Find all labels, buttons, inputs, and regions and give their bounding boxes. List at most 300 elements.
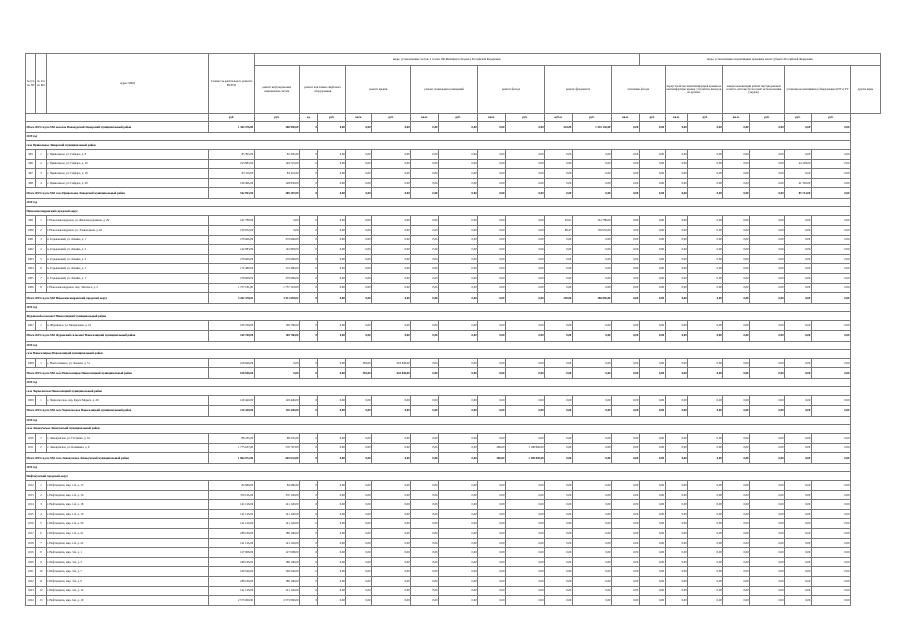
row-value: 0,00 <box>750 283 785 293</box>
row-value: 0,00 <box>750 586 785 596</box>
row-address: п. Горьковский, ул. Ленина, д. 1 <box>46 235 209 245</box>
row-value: 0,00 <box>372 557 411 567</box>
row-value: 0,00 <box>478 216 506 226</box>
row-value: 0,00 <box>318 577 346 587</box>
table-row <box>26 586 881 596</box>
row-value: 0,00 <box>411 273 439 283</box>
row-value: 0,00 <box>665 529 688 539</box>
total-value: 0,00 <box>505 188 544 199</box>
unit-label: кв.м. <box>346 114 372 122</box>
row-value: 279 666,00 <box>209 273 254 283</box>
row-value: 0,00 <box>572 443 611 453</box>
row-value: 0,00 <box>318 159 346 169</box>
row-ko-number: 4 <box>36 178 46 188</box>
row-value: 0,00 <box>411 481 439 491</box>
row-value: 0,00 <box>811 264 850 274</box>
total-value: 0,00 <box>478 330 506 341</box>
row-value: 0,00 <box>665 500 688 510</box>
row-value: 161 788,00 <box>572 216 611 226</box>
row-value: 0,00 <box>723 538 750 548</box>
col-facade: ремонт фасада <box>478 66 545 114</box>
row-value: 0,00 <box>688 225 723 235</box>
row-value: 0,00 <box>572 159 611 169</box>
total-value: 0,00 <box>545 330 573 341</box>
total-value: 0,00 <box>688 368 723 379</box>
total-value: 489 287,00 <box>254 188 299 199</box>
row-value: 0,00 <box>346 509 372 519</box>
table-row <box>26 519 881 529</box>
total-label: Итого 2019 год по МО село Новоселицкое Новоселицкий муниципальный район <box>26 368 209 379</box>
row-value: 0,00 <box>318 481 346 491</box>
row-ko-number: 1 <box>36 358 46 368</box>
row-value: 188 166,00 <box>254 529 299 539</box>
row-value: 141 126,00 <box>209 509 254 519</box>
col-transfer: замена канализации ремонт внутридомовых сетей по системе бесхоз шахт использования (чердак) <box>723 66 785 114</box>
unit-label: руб. <box>254 114 299 122</box>
row-ko-number: 8 <box>36 283 46 293</box>
row-value: 0,00 <box>572 273 611 283</box>
row-value: 0,00 <box>811 548 850 558</box>
table-row <box>26 509 881 519</box>
section-label: Журавский сельсовет Новоселицкий муниципальный район <box>26 312 851 321</box>
row-value: 0,00 <box>505 433 544 443</box>
row-value: 0,00 <box>545 519 573 529</box>
total-value: 0,00 <box>318 405 346 416</box>
unit-label: кв.м. <box>411 114 439 122</box>
section-row <box>26 472 881 481</box>
unit-label: руб. <box>209 114 254 122</box>
row-value: 0,00 <box>372 150 411 160</box>
row-value: 0,00 <box>572 254 611 264</box>
row-value: 0,00 <box>811 216 850 226</box>
row-value: 0,00 <box>438 169 477 179</box>
row-value: 0,00 <box>785 567 812 577</box>
row-value: 193 883,00 <box>209 159 254 169</box>
row-value: 0 <box>299 216 318 226</box>
total-value: 0,00 <box>723 453 750 464</box>
row-value: 0,00 <box>785 358 812 368</box>
row-value: 0,00 <box>639 548 665 558</box>
total-value: 0,00 <box>505 122 544 133</box>
row-value: 0,00 <box>750 481 785 491</box>
row-value: 0,00 <box>750 254 785 264</box>
row-pz-number: 1007 <box>26 321 36 331</box>
unit-spacer <box>26 114 209 122</box>
row-value: 0,00 <box>750 519 785 529</box>
total-value: 0,00 <box>545 405 573 416</box>
row-value: 120 440,00 <box>254 396 299 406</box>
row-value: 0,00 <box>750 538 785 548</box>
row-value: 0,00 <box>665 509 688 519</box>
row-value: 84 686,00 <box>209 481 254 491</box>
total-value: 0,00 <box>723 293 750 304</box>
row-value: 83 319,00 <box>254 169 299 179</box>
row-value: 0,00 <box>665 216 688 226</box>
row-value: 0,00 <box>545 538 573 548</box>
row-value: 0,00 <box>811 169 850 179</box>
total-value: 0,00 <box>438 293 477 304</box>
row-value: 0,00 <box>723 500 750 510</box>
row-value: 0,00 <box>785 481 812 491</box>
row-value: 0,00 <box>785 509 812 519</box>
row-value: 142 983,00 <box>209 245 254 255</box>
total-value: 0,00 <box>572 330 611 341</box>
row-value: 84 686,00 <box>254 481 299 491</box>
row-value: 0,00 <box>611 490 639 500</box>
row-value: 0,00 <box>411 264 439 274</box>
total-value: 0,00 <box>611 330 639 341</box>
row-value: 0,00 <box>438 577 477 587</box>
row-pz-number: 1024 <box>26 596 36 606</box>
row-value: 0,00 <box>811 586 850 596</box>
table-row <box>26 433 881 443</box>
row-value: 0,00 <box>639 225 665 235</box>
row-value: 0 <box>299 519 318 529</box>
row-address: п. Горьковский, ул. Ленина, д. 2 <box>46 245 209 255</box>
row-value: 0,00 <box>750 557 785 567</box>
row-value: 370 126,00 <box>254 490 299 500</box>
row-value: 0,00 <box>478 283 506 293</box>
row-value: 0,00 <box>611 358 639 368</box>
row-value: 0,00 <box>411 529 439 539</box>
row-pz-number: 1014 <box>26 500 36 510</box>
row-value: 0 <box>299 396 318 406</box>
row-value: 0,00 <box>478 596 506 606</box>
row-address: с. Привольное, ул. Гайдара, д. 18 <box>46 169 209 179</box>
row-value: 0,00 <box>811 321 850 331</box>
row-value: 0,00 <box>785 500 812 510</box>
total-value: 0 <box>299 453 318 464</box>
row-value: 0,00 <box>811 557 850 567</box>
row-address: г. Нефтекумск, мкр. 6-й, д. 10 <box>46 596 209 606</box>
row-ko-number: 1 <box>36 433 46 443</box>
row-value: 0 <box>299 283 318 293</box>
row-value: 0,00 <box>665 225 688 235</box>
row-value: 0,00 <box>572 481 611 491</box>
row-value: 0,00 <box>785 577 812 587</box>
row-value: 0,00 <box>318 538 346 548</box>
row-value: 279 666,00 <box>209 235 254 245</box>
row-value: 0,00 <box>723 577 750 587</box>
row-value: 0,00 <box>572 519 611 529</box>
total-value: 0,00 <box>811 368 850 379</box>
total-value: 0,00 <box>478 122 506 133</box>
total-value: 0,00 <box>411 405 439 416</box>
row-ko-number: 2 <box>36 159 46 169</box>
table-row <box>26 159 881 169</box>
row-value: 85 395,00 <box>209 150 254 160</box>
col-meters: установка коллективных (общедомовых) ПУ и УУ <box>785 66 851 114</box>
row-ko-number: 1 <box>36 481 46 491</box>
row-value: 0,00 <box>505 577 544 587</box>
row-value: 0,00 <box>785 225 812 235</box>
row-address: г. Нефтекумск, мкр. 1-й, д. 20 <box>46 519 209 529</box>
row-value: 0,00 <box>545 358 573 368</box>
row-value: 0,00 <box>750 433 785 443</box>
row-value: 0,00 <box>750 216 785 226</box>
row-value: 618 846,00 <box>372 358 411 368</box>
total-value: 0 <box>299 188 318 199</box>
row-value: 161 788,00 <box>209 216 254 226</box>
row-value: 0,00 <box>665 396 688 406</box>
row-address: г. Нефтекумск, мкр. 3-й, д. 12 <box>46 586 209 596</box>
row-value: 0,00 <box>545 557 573 567</box>
row-value: 279 666,00 <box>254 235 299 245</box>
row-value: 0,00 <box>372 216 411 226</box>
row-value: 0,00 <box>811 490 850 500</box>
row-value: 0,00 <box>505 225 544 235</box>
row-value: 0,00 <box>750 596 785 606</box>
row-pz-number: 1023 <box>26 586 36 596</box>
row-value: 0,00 <box>438 490 477 500</box>
total-value: 0,00 <box>785 453 812 464</box>
row-value: 0,00 <box>750 396 785 406</box>
total-value: 0,00 <box>318 368 346 379</box>
total-value: 0,00 <box>665 453 688 464</box>
row-value: 127 008,00 <box>254 548 299 558</box>
row-value: 0,00 <box>505 358 544 368</box>
row-value: 0,00 <box>811 159 850 169</box>
row-value: 0,00 <box>372 529 411 539</box>
row-value: 0,00 <box>411 225 439 235</box>
row-value: 0,00 <box>438 254 477 264</box>
total-value: 0,00 <box>505 293 544 304</box>
row-value: 0,00 <box>639 509 665 519</box>
row-value: 0,00 <box>785 235 812 245</box>
row-ko-number: 7 <box>36 273 46 283</box>
row-value: 0,00 <box>545 509 573 519</box>
total-value: 3 262 478,02 <box>209 293 254 304</box>
total-value: 0,00 <box>372 122 411 133</box>
table-row <box>26 500 881 510</box>
row-value: 0,00 <box>572 264 611 274</box>
row-value: 0,00 <box>723 178 750 188</box>
row-value: 0,00 <box>318 509 346 519</box>
total-value: 0,00 <box>639 330 665 341</box>
total-value: 0,00 <box>254 368 299 379</box>
row-value: 0,00 <box>785 519 812 529</box>
row-value: 0,00 <box>478 245 506 255</box>
row-value: 0,00 <box>372 443 411 453</box>
row-value: 0,00 <box>611 321 639 331</box>
row-value: 0,00 <box>665 169 688 179</box>
row-ko-number: 4 <box>36 509 46 519</box>
row-address: п. Горьковский, ул. Ленина, д. 5 <box>46 264 209 274</box>
row-value: 0,00 <box>318 150 346 160</box>
total-value: 0,00 <box>611 368 639 379</box>
row-value: 0,00 <box>318 254 346 264</box>
table-row <box>26 283 881 293</box>
row-value: 0,00 <box>438 225 477 235</box>
group-regional-header: виды, установленные нормативным правовым актом субъекта Российской Федерации <box>639 54 880 66</box>
row-value: 0,00 <box>372 538 411 548</box>
row-value: 41 556,00 <box>785 178 812 188</box>
total-row <box>26 122 881 133</box>
row-value: 0,00 <box>346 548 372 558</box>
total-value: 85 714,00 <box>785 188 812 199</box>
row-value: 0,00 <box>750 321 785 331</box>
row-value: 0,00 <box>478 586 506 596</box>
row-value: 0,00 <box>478 577 506 587</box>
row-value: 0,00 <box>572 178 611 188</box>
row-value: 0,00 <box>811 529 850 539</box>
row-value: 0,00 <box>478 396 506 406</box>
row-value: 0,00 <box>572 283 611 293</box>
row-value: 0,00 <box>639 433 665 443</box>
row-value: 0,00 <box>611 481 639 491</box>
row-value: 0,00 <box>811 273 850 283</box>
row-value: 0,00 <box>372 586 411 596</box>
total-value: 2 911 638,02 <box>254 293 299 304</box>
row-value: 0,00 <box>688 283 723 293</box>
row-address: с. Чернолесское, пер. Карла Маркса, д. 26 <box>46 396 209 406</box>
total-value: 0,00 <box>639 368 665 379</box>
row-value: 0 <box>299 235 318 245</box>
col-drainage: переустройство невентилируемой крыши на вентилируемую крышу, устройство выходов на кровлю <box>665 66 723 114</box>
total-value: 0,00 <box>723 368 750 379</box>
total-value: 169 760,00 <box>209 330 254 341</box>
row-value: 0,00 <box>372 567 411 577</box>
row-value: 0,00 <box>639 596 665 606</box>
capital-repair-table <box>25 53 881 606</box>
row-value: 0,00 <box>372 519 411 529</box>
row-value: 0,00 <box>785 264 812 274</box>
row-value: 0,00 <box>478 150 506 160</box>
row-value: 0 <box>299 358 318 368</box>
row-value: 0,00 <box>505 519 544 529</box>
row-value: 0,00 <box>611 178 639 188</box>
row-value: 0,00 <box>545 396 573 406</box>
row-pz-number: 1011 <box>26 443 36 453</box>
row-value: 0,00 <box>665 557 688 567</box>
total-value: 0,00 <box>665 405 688 416</box>
row-value: 0,00 <box>572 538 611 548</box>
row-value: 0,00 <box>372 396 411 406</box>
table-row <box>26 358 881 368</box>
row-value: 0,00 <box>346 443 372 453</box>
row-value: 0,00 <box>505 490 544 500</box>
row-value: 0,00 <box>639 443 665 453</box>
row-pz-number: 995 <box>26 150 36 160</box>
total-value: 0,00 <box>811 405 850 416</box>
row-value: 0,00 <box>545 264 573 274</box>
row-value: 0,00 <box>346 529 372 539</box>
total-value: 368 990,00 <box>254 122 299 133</box>
total-value: 434,00 <box>545 122 573 133</box>
row-value: 383,00 <box>346 358 372 368</box>
total-value: 0,00 <box>478 368 506 379</box>
section-label: село Новоселицкое Новоселицкий муниципальный район <box>26 349 851 358</box>
row-value: 141 126,00 <box>209 586 254 596</box>
row-value: 0,00 <box>665 577 688 587</box>
row-value: 0,00 <box>688 481 723 491</box>
row-pz-number: 1008 <box>26 358 36 368</box>
total-value: 0,00 <box>785 330 812 341</box>
row-value: 0,00 <box>372 169 411 179</box>
row-value: 169 546,00 <box>254 567 299 577</box>
total-value: 0,00 <box>665 122 688 133</box>
row-value: 0,00 <box>572 358 611 368</box>
row-value: 0 <box>299 178 318 188</box>
row-value: 0,00 <box>665 150 688 160</box>
total-value: 665 032,00 <box>254 453 299 464</box>
col-facade-warming: утепление фасада <box>611 66 665 114</box>
row-value: 0,00 <box>505 321 544 331</box>
section-row <box>26 141 881 150</box>
row-value: 0,00 <box>545 321 573 331</box>
row-value: 0,00 <box>545 490 573 500</box>
row-value: 0,00 <box>639 273 665 283</box>
row-value: 0,00 <box>318 586 346 596</box>
col-other: другие виды <box>850 66 880 114</box>
row-value: 0,00 <box>438 538 477 548</box>
row-value: 0,00 <box>665 273 688 283</box>
row-value: 0 <box>299 273 318 283</box>
total-row <box>26 293 881 304</box>
total-value: 0,00 <box>411 188 439 199</box>
total-label: Итого 2019 год по МО поселок Новокурский Ливорский муниципальный район <box>26 122 209 133</box>
row-value: 0 <box>299 254 318 264</box>
total-row <box>26 188 881 199</box>
row-value: 0,00 <box>372 481 411 491</box>
total-value: 0,00 <box>411 293 439 304</box>
row-value: 0,00 <box>572 586 611 596</box>
row-value: 0,00 <box>785 538 812 548</box>
row-value: 0,00 <box>688 538 723 548</box>
total-value: 0,00 <box>688 188 723 199</box>
row-value: 0,00 <box>438 178 477 188</box>
row-value: 0,00 <box>811 567 850 577</box>
row-value: 0,00 <box>545 567 573 577</box>
row-value: 141 126,00 <box>254 538 299 548</box>
row-value: 0,00 <box>611 169 639 179</box>
unit-label: руб. <box>572 114 611 122</box>
col-engineering: ремонт внутридомовых инженерных систем <box>254 66 299 114</box>
total-label: Итого 2019 год по МО Журавский сельсовет Новоселицкий муниципальный район <box>26 330 209 341</box>
row-value: 141 126,00 <box>209 500 254 510</box>
row-value: 0,00 <box>785 586 812 596</box>
col-n-pp: № п/п по ПЗ <box>26 54 36 114</box>
row-value: 0,00 <box>611 159 639 169</box>
year-label: 2019 год <box>26 341 851 349</box>
row-value: 0,00 <box>639 321 665 331</box>
row-value: 0,00 <box>346 519 372 529</box>
total-value: 0,00 <box>346 293 372 304</box>
row-value: 0,00 <box>811 443 850 453</box>
row-value: 0,00 <box>478 557 506 567</box>
total-value: 286 850,00 <box>572 293 611 304</box>
total-value: 1 864 872,00 <box>209 453 254 464</box>
row-value: 0,00 <box>639 567 665 577</box>
row-value: 0,00 <box>723 235 750 245</box>
row-value: 0,00 <box>750 509 785 519</box>
row-value: 0,00 <box>639 150 665 160</box>
row-value: 0,00 <box>811 433 850 443</box>
total-value: 0,00 <box>411 330 439 341</box>
year-row <box>26 341 881 349</box>
row-value: 0,00 <box>254 358 299 368</box>
row-value: 0,00 <box>505 529 544 539</box>
row-value: 188 166,00 <box>209 577 254 587</box>
section-label: Нефтекумский городской округ <box>26 472 851 481</box>
row-value: 0,00 <box>505 169 544 179</box>
row-address: г. Нефтекумск, мкр. 1-й, д. 16 <box>46 490 209 500</box>
row-value: 0,00 <box>750 159 785 169</box>
row-value: 0,00 <box>346 235 372 245</box>
row-value: 0,00 <box>811 150 850 160</box>
row-value: 0,00 <box>438 159 477 169</box>
row-value: 0,00 <box>438 567 477 577</box>
